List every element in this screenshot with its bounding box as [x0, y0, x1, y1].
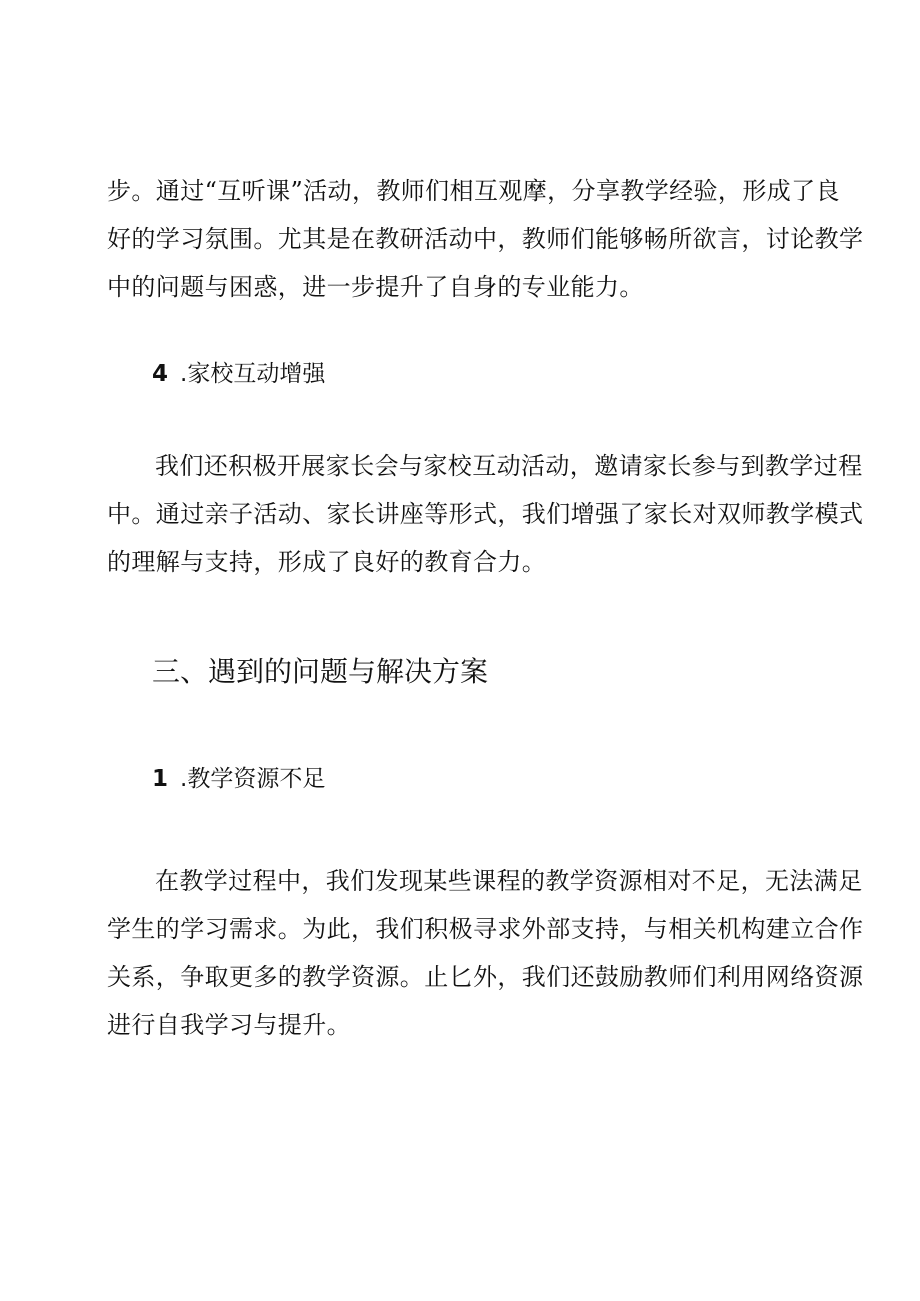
paragraph-teacher-collaboration — [107, 167, 864, 311]
paragraph-resources — [107, 857, 864, 1049]
subheading-text: .教学资源不足 — [180, 766, 326, 792]
paragraph-line: 中。通过亲子活动、家长讲座等形式，我们增强了家长对双师教学模式 — [107, 500, 864, 528]
subheading-home-school-interaction — [152, 359, 325, 389]
subheading-number: 4 — [152, 361, 169, 387]
paragraph-home-school — [107, 442, 864, 586]
paragraph-line: 在教学过程中，我们发现某些课程的教学资源相对不足，无法满足 — [155, 867, 863, 895]
section-heading-problems-solutions: 三、遇到的问题与解决方案 — [152, 655, 489, 688]
subheading-text: .家校互动增强 — [180, 361, 326, 387]
paragraph-line: 学生的学习需求。为此，我们积极寻求外部支持，与相关机构建立合作 — [107, 915, 864, 943]
subheading-insufficient-resources — [152, 764, 325, 794]
subheading-number: 1 — [152, 766, 169, 792]
paragraph-line: 步。通过“互听课”活动，教师们相互观摩，分享教学经验，形成了良 — [107, 177, 840, 205]
paragraph-line: 我们还积极开展家长会与家校互动活动，邀请家长参与到教学过程 — [155, 452, 863, 480]
paragraph-line: 进行自我学习与提升。 — [107, 1011, 351, 1039]
paragraph-line: 的理解与支持，形成了良好的教育合力。 — [107, 548, 547, 576]
paragraph-line: 好的学习氛围。尤其是在教研活动中，教师们能够畅所欲言，讨论教学 — [107, 225, 864, 253]
paragraph-line: 关系，争取更多的教学资源。止匕外，我们还鼓励教师们利用网络资源 — [107, 963, 864, 991]
paragraph-line: 中的问题与困惑，进一步提升了自身的专业能力。 — [107, 273, 644, 301]
